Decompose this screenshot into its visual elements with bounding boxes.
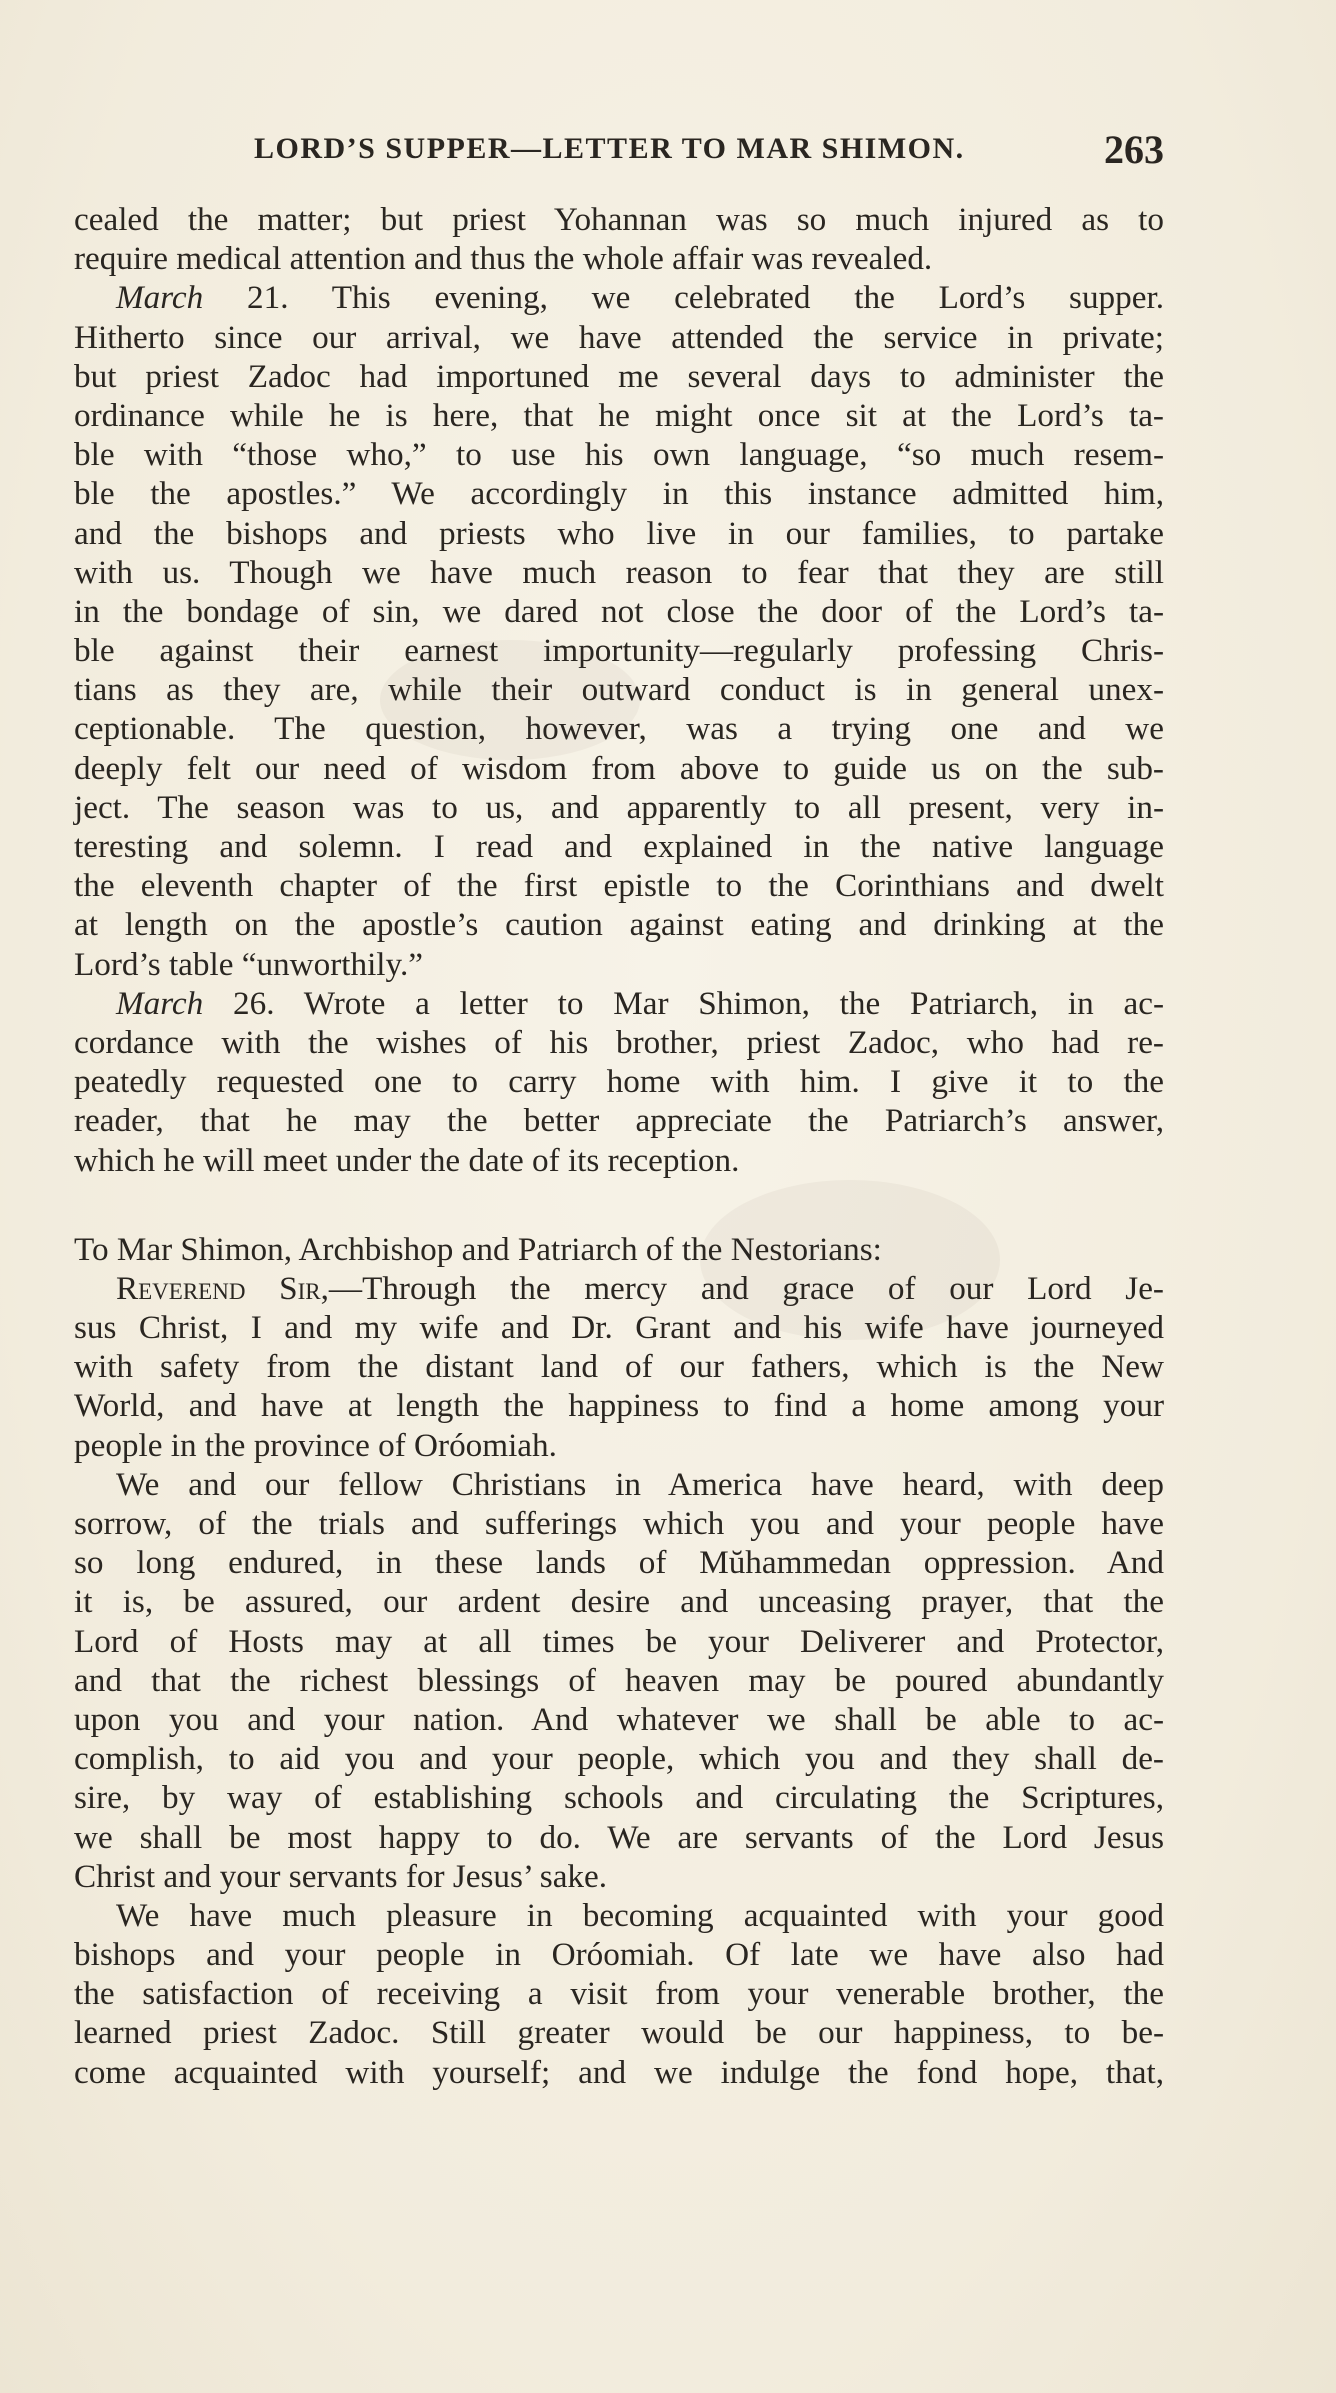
text-line: ble with “those who,” to use his own language, “so much resem- [74, 436, 1164, 474]
text-line [74, 984, 1164, 1023]
text-line: with safety from the distant land of our fathers, which is the New [74, 1348, 1164, 1386]
text-line [74, 1269, 1164, 1308]
text-line: World, and have at length the happiness to find a home among your [74, 1387, 1164, 1425]
letter-paragraph-3 [74, 1896, 1164, 2092]
text-line: require medical attention and thus the whole affair was revealed. [74, 240, 933, 278]
text-line: teresting and solemn. I read and explained in the native language [74, 828, 1164, 865]
text-line: deeply felt our need of wisdom from above to guide us on the sub- [74, 749, 1164, 787]
entry-date: March [116, 279, 204, 317]
text-line: at length on the apostle’s caution against eating and drinking at the [74, 906, 1164, 944]
text-line: We and our fellow Christians in America have heard, with deep [116, 1465, 1164, 1503]
text-line: bishops and your people in Oróomiah. Of late we have also had [74, 1936, 1164, 1974]
paragraph-march-26 [74, 984, 1164, 1180]
text-line: ordinance while he is here, that he might once sit at the Lord’s ta- [74, 396, 1164, 434]
text-line: but priest Zadoc had importuned me several days to administer the [74, 357, 1164, 395]
text-line: peatedly requested one to carry home with him. I give it to the [74, 1063, 1164, 1101]
body-text [74, 200, 1164, 2092]
text-line: sire, by way of establishing schools and circulating the Scriptures, [74, 1779, 1164, 1817]
text-line [74, 278, 1164, 317]
text-line: tians as they are, while their outward conduct is in general unex- [74, 671, 1164, 709]
text-line: Christ and your servants for Jesus’ sake. [74, 1857, 608, 1895]
text-line: Lord of Hosts may at all times be your Deliverer and Protector, [74, 1622, 1164, 1660]
text-line: cealed the matter; but priest Yohannan was so much injured as to [74, 201, 1164, 238]
text-line: people in the province of Oróomiah. [74, 1426, 557, 1464]
letter-paragraph-1 [74, 1269, 1164, 1465]
page-number: 263 [1104, 127, 1164, 172]
text-line: complish, to aid you and your people, which you and they shall de- [74, 1740, 1164, 1778]
letter-paragraph-2 [74, 1465, 1164, 1896]
paragraph-1 [74, 200, 1164, 278]
text-line: ject. The season was to us, and apparently to all present, very in- [74, 788, 1164, 826]
text-line: sorrow, of the trials and sufferings which you and your people have [74, 1505, 1164, 1542]
entry-date: March [116, 984, 204, 1022]
text-line: sus Christ, I and my wife and Dr. Grant and his wife have journeyed [74, 1309, 1164, 1347]
text-run: 26. Wrote a letter to Mar Shimon, the Patriarch, in ac- [203, 984, 1164, 1022]
page-header [74, 126, 1164, 178]
text-line: the eleventh chapter of the first epistle to the Corinthians and dwelt [74, 867, 1164, 905]
text-line: in the bondage of sin, we dared not close the door of the Lord’s ta- [74, 592, 1164, 630]
text-line: Lord’s table “unworthily.” [74, 945, 423, 983]
text-run: 21. This evening, we celebrated the Lord’s supper. [203, 279, 1164, 317]
text-run: —Through the mercy and grace of our Lord Je- [328, 1269, 1164, 1307]
text-line: We have much pleasure in becoming acquainted with your good [116, 1896, 1164, 1934]
text-line: cordance with the wishes of his brother, priest Zadoc, who had re- [74, 1023, 1164, 1061]
section-gap [74, 1180, 1164, 1230]
address-small-caps: Reverend Sir, [116, 1269, 329, 1307]
text-line: the satisfaction of receiving a visit from your venerable brother, the [74, 1975, 1164, 2013]
text-line: ble the apostles.” We accordingly in this instance admitted him, [74, 475, 1164, 513]
running-head: LORD’S SUPPER—LETTER TO MAR SHIMON. [254, 132, 965, 165]
letter-salutation: To Mar Shimon, Archbishop and Patriarch of the Nestorians: [74, 1230, 882, 1268]
text-line: upon you and your nation. And whatever we shall be able to ac- [74, 1700, 1164, 1738]
text-line: come acquainted with yourself; and we indulge the fond hope, that, [74, 2053, 1164, 2091]
text-line: learned priest Zadoc. Still greater would be our happiness, to be- [74, 2014, 1164, 2052]
text-line: and the bishops and priests who live in our families, to partake [74, 514, 1164, 552]
paragraph-march-21 [74, 278, 1164, 983]
text-line: Hitherto since our arrival, we have attended the service in private; [74, 318, 1164, 356]
text-line: and that the richest blessings of heaven may be poured abundantly [74, 1661, 1164, 1699]
text-line: ble against their earnest importunity—regularly professing Chris- [74, 632, 1164, 670]
text-line: with us. Though we have much reason to fear that they are still [74, 553, 1164, 591]
text-line: we shall be most happy to do. We are servants of the Lord Jesus [74, 1818, 1164, 1856]
text-line: it is, be assured, our ardent desire and unceasing prayer, that the [74, 1583, 1164, 1621]
text-line: reader, that he may the better appreciate the Patriarch’s answer, [74, 1102, 1164, 1140]
text-line: which he will meet under the date of its reception. [74, 1141, 740, 1179]
text-line: ceptionable. The question, however, was a trying one and we [74, 710, 1164, 748]
text-line: so long endured, in these lands of Mŭhammedan oppression. And [74, 1544, 1164, 1582]
